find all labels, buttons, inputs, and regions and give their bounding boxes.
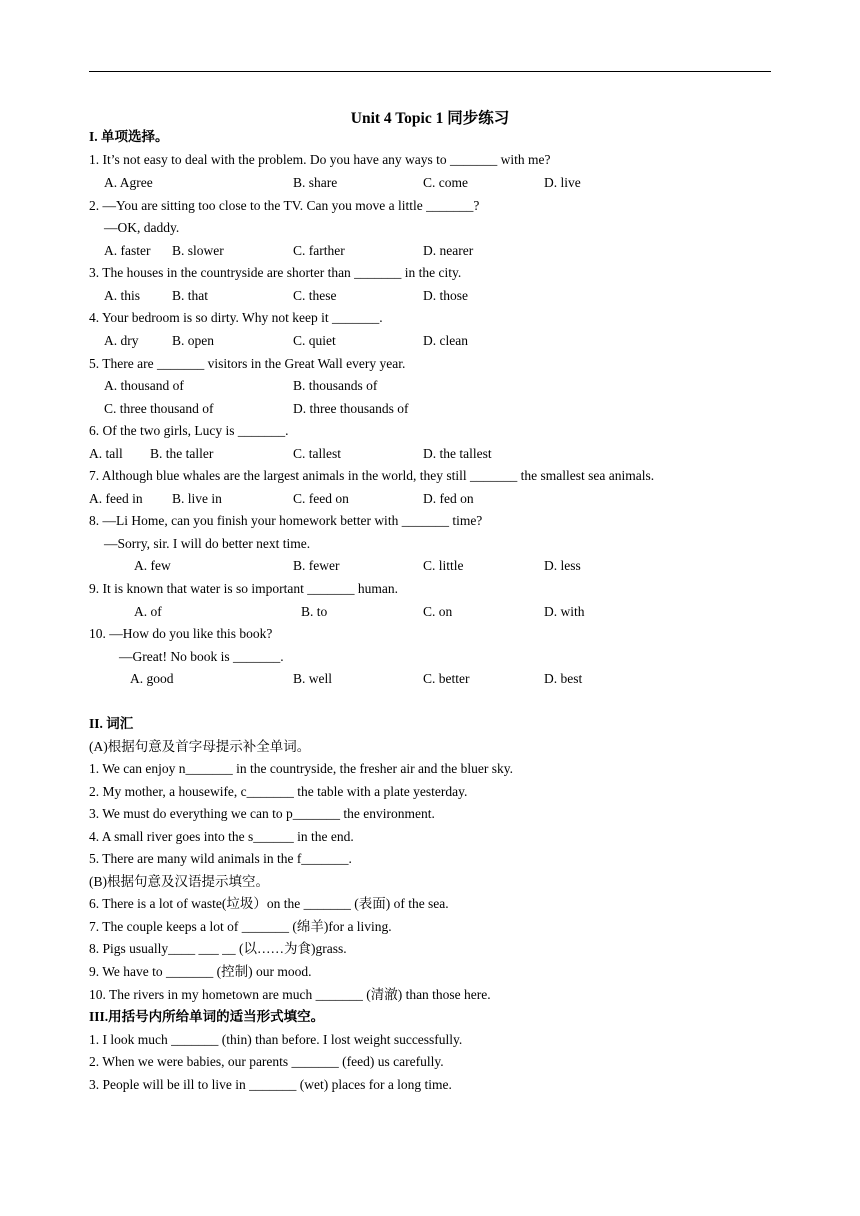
q5-option-d: D. three thousands of (293, 401, 409, 416)
q2-stem: 2. —You are sitting too close to the TV. Can you move a little _______? (89, 198, 480, 213)
q9-stem: 9. It is known that water is so important _______ human. (89, 581, 398, 596)
page-title: Unit 4 Topic 1 同步练习 (350, 110, 510, 127)
vocab-a1: 1. We can enjoy n_______ in the countryside, the fresher air and the bluer sky. (89, 761, 514, 776)
q4-stem: 4. Your bedroom is so dirty. Why not keep it _______. (89, 310, 383, 325)
q1-option-b: B. share (293, 175, 338, 190)
form-c2: 2. When we were babies, our parents _______ (feed) us carefully. (89, 1054, 444, 1069)
q3-option-d: D. those (423, 288, 468, 303)
q2-option-a: A. faster (104, 243, 151, 258)
q3-option-b: B. that (172, 288, 208, 303)
header-rule (89, 71, 771, 72)
q6-stem: 6. Of the two girls, Lucy is _______. (89, 423, 289, 438)
q3-option-c: C. these (293, 288, 337, 303)
q10-stem: 10. —How do you like this book? (89, 626, 273, 641)
q4-option-a: A. dry (104, 333, 139, 348)
vocab-a2: 2. My mother, a housewife, c_______ the table with a plate yesterday. (89, 784, 468, 799)
q10-option-c: C. better (423, 671, 470, 686)
form-c1: 1. I look much _______ (thin) than before. I lost weight successfully. (89, 1032, 463, 1047)
q4-option-d: D. clean (423, 333, 468, 348)
q1-stem: 1. It’s not easy to deal with the problem. Do you have any ways to _______ with me? (89, 152, 551, 167)
q7-option-b: B. live in (172, 491, 222, 506)
q3-stem: 3. The houses in the countryside are shorter than _______ in the city. (89, 265, 462, 280)
q10-option-d: D. best (544, 671, 583, 686)
q5-option-b: B. thousands of (293, 378, 378, 393)
q6-option-b: B. the taller (150, 446, 214, 461)
q7-option-c: C. feed on (293, 491, 349, 506)
q8-stem: 8. —Li Home, can you finish your homework better with _______ time? (89, 513, 483, 528)
vocab-b10: 10. The rivers in my hometown are much _______ (清澈) than those here. (89, 987, 491, 1002)
form-c3: 3. People will be ill to live in _______ (wet) places for a long time. (89, 1077, 452, 1092)
q2-reply: —OK, daddy. (104, 220, 180, 235)
vocab-a3: 3. We must do everything we can to p_______ the environment. (89, 806, 435, 821)
q10-option-a: A. good (130, 671, 174, 686)
q2-option-b: B. slower (172, 243, 224, 258)
vocab-b8: 8. Pigs usually____ ___ __ (以……为食)grass. (89, 941, 347, 956)
q9-option-b: B. to (301, 604, 328, 619)
q3-option-a: A. this (104, 288, 141, 303)
q6-option-c: C. tallest (293, 446, 341, 461)
q8-option-c: C. little (423, 558, 464, 573)
q4-option-b: B. open (172, 333, 214, 348)
q5-option-c: C. three thousand of (104, 401, 214, 416)
vocab-b7: 7. The couple keeps a lot of _______ (绵羊)for a living. (89, 919, 392, 934)
q8-option-a: A. few (134, 558, 171, 573)
section1-heading: I. 单项选择。 (89, 129, 169, 144)
vocab-b9: 9. We have to _______ (控制) our mood. (89, 964, 312, 979)
vocab-b6: 6. There is a lot of waste(垃圾）on the _______ (表面) of the sea. (89, 896, 449, 911)
q9-option-c: C. on (423, 604, 453, 619)
q8-option-d: D. less (544, 558, 581, 573)
q9-option-a: A. of (134, 604, 162, 619)
section2-heading: II. 词汇 (89, 716, 134, 731)
q2-option-d: D. nearer (423, 243, 474, 258)
q7-stem: 7. Although blue whales are the largest animals in the world, they still _______ the smallest sea animals. (89, 468, 655, 483)
q8-reply: —Sorry, sir. I will do better next time. (104, 536, 311, 551)
q6-option-d: D. the tallest (423, 446, 492, 461)
q7-option-a: A. feed in (89, 491, 143, 506)
q1-option-d: D. live (544, 175, 581, 190)
q4-option-c: C. quiet (293, 333, 336, 348)
section2-part-a-instruction: (A)根据句意及首字母提示补全单词。 (89, 739, 311, 754)
q1-option-c: C. come (423, 175, 468, 190)
q5-stem: 5. There are _______ visitors in the Great Wall every year. (89, 356, 406, 371)
vocab-a4: 4. A small river goes into the s______ in the end. (89, 829, 354, 844)
q7-option-d: D. fed on (423, 491, 474, 506)
q5-option-a: A. thousand of (104, 378, 184, 393)
q10-option-b: B. well (293, 671, 332, 686)
section3-heading: III.用括号内所给单词的适当形式填空。 (89, 1009, 325, 1024)
q6-option-a: A. tall (89, 446, 123, 461)
q2-option-c: C. farther (293, 243, 345, 258)
q1-option-a: A. Agree (104, 175, 153, 190)
q9-option-d: D. with (544, 604, 585, 619)
vocab-a5: 5. There are many wild animals in the f_______. (89, 851, 352, 866)
q10-reply: —Great! No book is _______. (119, 649, 284, 664)
q8-option-b: B. fewer (293, 558, 340, 573)
section2-part-b-instruction: (B)根据句意及汉语提示填空。 (89, 874, 269, 889)
